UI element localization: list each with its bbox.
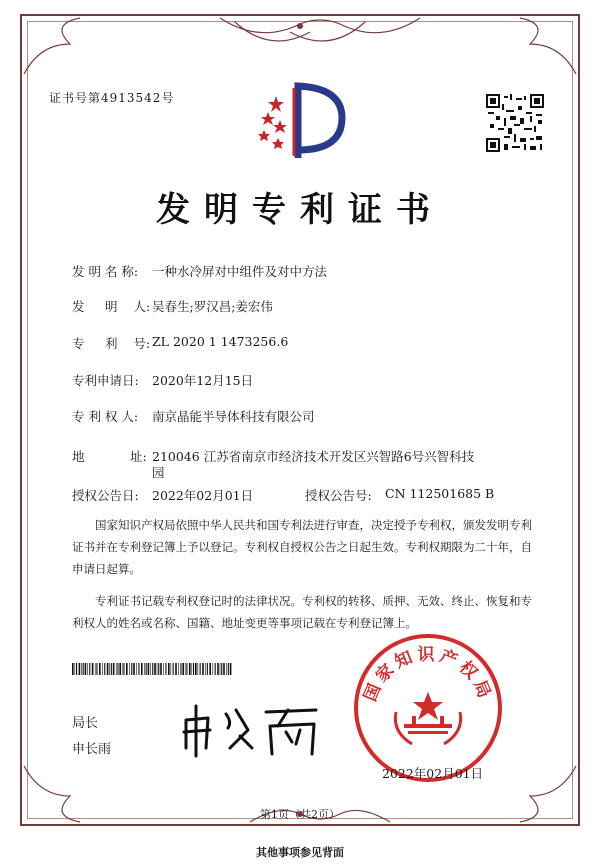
patent-office-logo <box>250 78 350 160</box>
field-label: 专 利 号: <box>72 336 151 351</box>
field-filing-date <box>0 371 600 391</box>
barcode <box>72 663 232 675</box>
official-stamp <box>352 632 504 784</box>
field-label: 发 明 人: <box>72 299 151 314</box>
grant-date-value: 2022年02月01日 <box>152 488 254 503</box>
field-inventors <box>0 297 600 317</box>
inventors-value: 吴春生;罗汉昌;姜宏伟 <box>152 299 273 314</box>
qr-code <box>486 94 544 152</box>
address-line-1: 210046 江苏省南京市经济技术开发区兴智路6号兴智科技 <box>152 449 475 464</box>
footer-note: 其他事项参见背面 <box>256 846 344 859</box>
director-name: 申长雨 <box>72 742 112 757</box>
patent-number-value: ZL 2020 1 1473256.6 <box>152 334 289 349</box>
field-label: 专利申请日: <box>72 373 139 388</box>
page-indicator: 第1页（共2页） <box>260 808 340 821</box>
field-grant <box>0 486 600 506</box>
patentee-value: 南京晶能半导体科技有限公司 <box>152 409 315 424</box>
invention-name-value: 一种水冷屏对中组件及对中方法 <box>152 264 328 279</box>
director-title: 局长 <box>72 716 99 731</box>
certificate-title: 发明专利证书 <box>156 190 444 230</box>
handwritten-signature <box>178 700 328 760</box>
grant-number-label: 授权公告号: <box>305 488 372 503</box>
field-invention-name <box>0 262 600 282</box>
field-address <box>0 447 600 487</box>
address-line-2: 园 <box>152 465 165 480</box>
certificate-body <box>72 514 537 644</box>
body-paragraph-1: 国家知识产权局依照中华人民共和国专利法进行审查，决定授予专利权，颁发发明专利证书并在专利登记簿上予以登记。专利权自授权公告之日起生效。专利权期限为二十年，自申请日起算。 <box>72 518 532 576</box>
stamp-date: 2022年02月01日 <box>382 766 484 781</box>
filing-date-value: 2020年12月15日 <box>152 373 254 388</box>
stamp-text: 国家知识产权局 <box>360 645 496 705</box>
field-label: 地 址: <box>72 449 147 464</box>
grant-number-value: CN 112501685 B <box>385 486 495 501</box>
certificate-number: 证书号第4913542号 <box>49 91 175 105</box>
field-label: 发 明 名 称: <box>72 264 139 279</box>
field-label: 专 利 权 人: <box>72 409 139 424</box>
body-paragraph-2: 专利证书记载专利权登记时的法律状况。专利权的转移、质押、无效、终止、恢复和专利权人的姓名或名称、国籍、地址变更等事项记载在专利登记簿上。 <box>72 594 532 630</box>
field-patentee <box>0 407 600 427</box>
field-label: 授权公告日: <box>72 488 139 503</box>
field-patent-number <box>0 334 600 354</box>
